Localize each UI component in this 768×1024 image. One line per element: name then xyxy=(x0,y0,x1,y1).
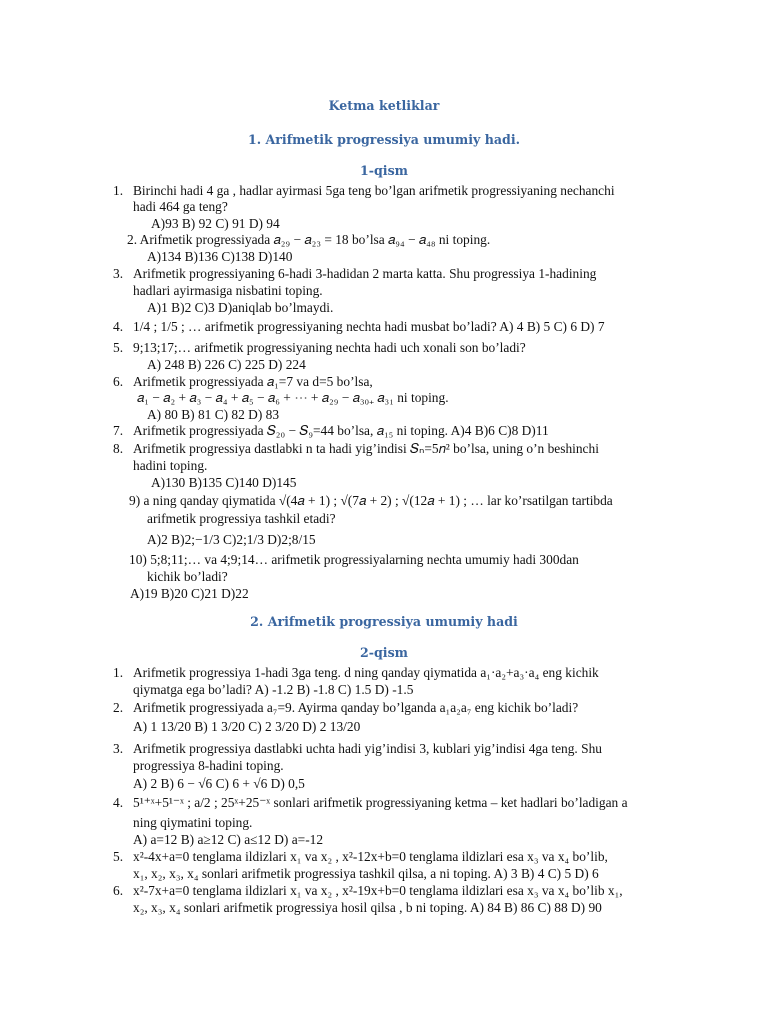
item-1-text-line: Birinchi hadi 4 ga , hadlar ayirmasi 5ga teng bo’lgan arifmetik progressiyaning nechanchi xyxy=(133,183,615,198)
item-3-text-line: progressiya 8-hadini toping. xyxy=(133,758,284,773)
item-4-text-line: ning qiymatini toping. xyxy=(133,815,253,830)
item-2-text: Arifmetik progressiyada a₇=9. Ayirma qanday bo’lganda a₁a₂a₇ eng kichik bo’ladi? xyxy=(133,700,579,715)
section-1-heading: 1. Arifmetik progressiya umumiy hadi. xyxy=(247,132,521,147)
item-number: 2. xyxy=(113,700,124,715)
item-3-text-line: hadlari ayirmasiga nisbatini toping. xyxy=(133,283,323,298)
item-6-answers: A) 80 B) 81 C) 82 D) 83 xyxy=(147,407,280,422)
item-5-answers: A) 248 B) 226 C) 225 D) 224 xyxy=(147,357,306,372)
item-9-text-line: arifmetik progressiya tashkil etadi? xyxy=(147,511,336,526)
item-2-answers: A) 1 13/20 B) 1 3/20 C) 2 3/20 D) 2 13/20 xyxy=(133,719,361,734)
item-9-text-line: 9) a ning qanday qiymatida √(4𝑎 + 1) ; √(7𝑎 + 2) ; √(12𝑎 + 1) ; … lar ko’rsatilgan tartibda xyxy=(129,493,613,508)
item-6-text-line: x²-7x+a=0 tenglama ildizlari x₁ va x₂ , x²-19x+b=0 tenglama ildizlari esa x₃ va x₄ bo’lib x₁, xyxy=(133,883,623,898)
item-number: 3. xyxy=(113,741,124,756)
item-number: 5. xyxy=(113,849,124,864)
item-number: 4. xyxy=(113,795,124,810)
item-number: 1. xyxy=(113,665,124,680)
item-number: 5. xyxy=(113,340,124,355)
item-number: 4. xyxy=(113,319,124,334)
item-1-answers: A)93 B) 92 C) 91 D) 94 xyxy=(151,216,280,231)
item-number: 1. xyxy=(113,183,124,198)
item-1-text-line: Arifmetik progressiya 1-hadi 3ga teng. d ning qanday qiymatida a₁·a₂+a₃·a₄ eng kichik xyxy=(133,665,599,680)
item-3-answers: A) 2 B) 6 − √6 C) 6 + √6 D) 0,5 xyxy=(133,776,305,791)
item-8-text-line: hadini toping. xyxy=(133,458,208,473)
item-4-text: 1/4 ; 1/5 ; … arifmetik progressiyaning nechta hadi musbat bo’ladi? A) 4 B) 5 C) 6 D) 7 xyxy=(133,319,605,334)
item-4-answers: A) a=12 B) a≥12 C) a≤12 D) a=-12 xyxy=(133,832,324,847)
item-number: 3. xyxy=(113,266,124,281)
item-3-answers: A)1 B)2 C)3 D)aniqlab bo’lmaydi. xyxy=(147,300,334,315)
section-2-part-label: 2-qism xyxy=(360,645,408,660)
item-number: 6. xyxy=(113,374,124,389)
item-10-text-line: kichik bo’ladi? xyxy=(147,569,228,584)
item-2-text: 2. Arifmetik progressiyada 𝑎₂₉ − 𝑎₂₃ = 18 bo’lsa 𝑎₉₄ − 𝑎₄₈ ni toping. xyxy=(127,232,491,247)
item-5-text-line: x²-4x+a=0 tenglama ildizlari x₁ va x₂ , x²-12x+b=0 tenglama ildizlari esa x₃ va x₄ bo’lib, xyxy=(133,849,608,864)
item-6-text: Arifmetik progressiyada 𝑎₁=7 va d=5 bo’lsa, xyxy=(133,374,373,389)
item-6-formula: 𝑎₁ − 𝑎₂ + 𝑎₃ − 𝑎₄ + 𝑎₅ − 𝑎₆ + ⋯ + 𝑎₂₉ − 𝑎₃₀₊ 𝑎₃₁ ni toping. xyxy=(137,390,449,405)
section-2-heading: 2. Arifmetik progressiya umumiy hadi xyxy=(250,614,518,629)
item-8-answers: A)130 B)135 C)140 D)145 xyxy=(151,475,297,490)
item-3-text-line: Arifmetik progressiyaning 6-hadi 3-hadidan 2 marta katta. Shu progressiya 1-hadining xyxy=(133,266,597,281)
item-1-text-line: hadi 464 ga teng? xyxy=(133,199,228,214)
page-title: Ketma ketliklar xyxy=(328,98,440,113)
item-6-text-line: x₂, x₃, x₄ sonlari arifmetik progressiya hosil qilsa , b ni toping. A) 84 B) 86 C) 88 D) 90 xyxy=(133,900,602,915)
item-number: 6. xyxy=(113,883,124,898)
item-number: 8. xyxy=(113,441,124,456)
item-10-answers: A)19 B)20 C)21 D)22 xyxy=(130,586,249,601)
item-2-answers: A)134 B)136 C)138 D)140 xyxy=(147,249,293,264)
item-5-text: 9;13;17;… arifmetik progressiyaning nechta hadi uch xonali son bo’ladi? xyxy=(133,340,526,355)
item-4-text-line: 5¹⁺ˣ+5¹⁻ˣ ; a/2 ; 25ˣ+25⁻ˣ sonlari arifmetik progressiyaning ketma – ket hadlari bo’ladigan a xyxy=(133,795,628,810)
item-5-text-line: x₁, x₂, x₃, x₄ sonlari arifmetik progressiya tashkil qilsa, a ni toping. A) 3 B) 4 C) 5 D) 6 xyxy=(133,866,599,881)
section-1-part-label: 1-qism xyxy=(360,163,408,178)
item-10-text-line: 10) 5;8;11;… va 4;9;14… arifmetik progressiyalarning nechta umumiy hadi 300dan xyxy=(129,552,579,567)
item-8-text-line: Arifmetik progressiya dastlabki n ta hadi yig’indisi 𝑆ₙ=5𝑛² bo’lsa, uning o’n beshinchi xyxy=(133,441,599,456)
item-9-answers: A)2 B)2;−1/3 C)2;1/3 D)2;8/15 xyxy=(147,532,316,547)
item-3-text-line: Arifmetik progressiya dastlabki uchta hadi yig’indisi 3, kublari yig’indisi 4ga teng. Shu xyxy=(133,741,602,756)
item-1-text-line: qiymatga ega bo’ladi? A) -1.2 B) -1.8 C) 1.5 D) -1.5 xyxy=(133,682,414,697)
item-number: 7. xyxy=(113,423,124,438)
item-7-text: Arifmetik progressiyada 𝑆₂₀ − 𝑆₉=44 bo’lsa, 𝑎₁₅ ni toping. A)4 B)6 C)8 D)11 xyxy=(133,423,549,438)
